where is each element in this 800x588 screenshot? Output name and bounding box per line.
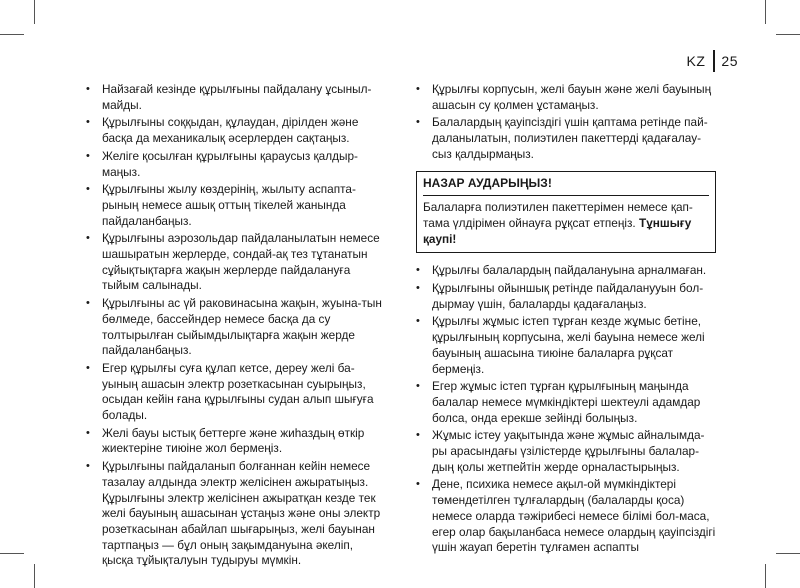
list-item: • Құрылғыны ас үй раковинасына жақын, жуына-тын бөлмеде, бассейндер немесе басқа да су толтырылған сыйымдылықтарға жақын жерде пайдаланбаңыз. bbox=[86, 296, 384, 359]
left-column bbox=[86, 82, 384, 571]
crop-mark bbox=[34, 564, 35, 588]
right-column bbox=[416, 82, 716, 558]
list-item: • Құрылғыны ойыншық ретінде пайдаланууын бол-дырмау үшін, балаларды қадағалаңыз. bbox=[416, 281, 716, 312]
list-item: • Найзағай кезінде құрылғыны пайдалану ұсыныл-майды. bbox=[86, 82, 384, 113]
list-item: • Егер құрылғы суға құлап кетсе, дереу желі ба-уының ашасын электр розеткасынан суырыңыз, осыдан кейін ғана құрылғыны судан алып шығуға болады. bbox=[86, 361, 384, 424]
list-item: • Құрылғыны аэрозольдар пайдаланылатын немесе шашыратын жерлерде, сондай-ақ тез тұтанатын сұйықтықтарға жақын жерлерде пайдалануға тыйым салынады. bbox=[86, 231, 384, 294]
list-item: • Балалардың қауіпсіздігі үшін қаптама ретінде пай-даланылатын, полиэтилен пакеттерді қадағалау-сыз қалдырмаңыз. bbox=[416, 115, 716, 162]
safety-list-right-top bbox=[416, 82, 716, 163]
warning-box bbox=[416, 171, 716, 254]
list-item: • Құрылғыны пайдаланып болғаннан кейін немесе тазалау алдында электр желісінен ажыратыңыз. Құрылғыны электр желісінен ажыратқан кезде тек желі бауының ашасынан ұстаңыз және оны электр розеткасынан абайлап шығарыңыз, желі бауынан тартпаңыз — бұл оның зақымдануына әкеліп, қысқа тұйықталуын тудыруы мүмкін. bbox=[86, 459, 384, 569]
list-item: • Құрылғы балалардың пайдалануына арналмаған. bbox=[416, 263, 716, 279]
warning-text: Балаларға полиэтилен пакеттерімен немесе қап-тама үлдірімен ойнауға рұқсат етпеңіз. bbox=[423, 200, 693, 230]
list-item: • Құрылғы корпусын, желі бауын және желі бауының ашасын су қолмен ұстамаңыз. bbox=[416, 82, 716, 113]
crop-mark bbox=[765, 564, 766, 588]
crop-mark bbox=[776, 553, 800, 554]
list-item: • Құрылғы жұмыс істеп тұрған кезде жұмыс бетіне, құрылғының корпусына, желі бауына немесе желі бауының ашасына тиюіне балаларға рұқсат бермеңіз. bbox=[416, 314, 716, 377]
crop-mark bbox=[34, 0, 35, 24]
list-item: • Жұмыс істеу уақытында және жұмыс айналымда-ры арасындағы үзілістерде құрылғыны балалар-дың қолы жетпейтін жерде орналастырыңыз. bbox=[416, 428, 716, 475]
list-item: • Желіге қосылған құрылғыны қараусыз қалдыр-маңыз. bbox=[86, 149, 384, 180]
list-item: • Егер жұмыс істеп тұрған құрылғының маңында балалар немесе мүмкіндіктері шектеулі адамдар болса, онда ерекше зейінді болыңыз. bbox=[416, 379, 716, 426]
safety-list-left bbox=[86, 82, 384, 569]
crop-mark bbox=[776, 34, 800, 35]
page-header bbox=[687, 50, 738, 72]
crop-mark bbox=[0, 553, 24, 554]
safety-list-right-bottom bbox=[416, 263, 716, 556]
crop-mark bbox=[765, 0, 766, 24]
warning-body bbox=[423, 195, 709, 247]
language-code: KZ bbox=[686, 53, 706, 69]
warning-title: НАЗАР АУДАРЫҢЫЗ! bbox=[423, 175, 552, 190]
list-item: • Дене, психика немесе ақыл-ой мүмкіндіктері төмендетілген тұлғалардың (балаларды қоса) немесе оларда тәжірибесі немесе білімі бол-маса, егер олар бақыланбаса немесе олардың қауіпсіздігі үшін жауап беретін тұлғамен аспапты bbox=[416, 477, 716, 556]
list-item: • Желі бауы ыстық беттерге және жиһаздың өткір жиектеріне тиюіне жол бермеңіз. bbox=[86, 426, 384, 457]
list-item: • Құрылғыны соққыдан, құлаудан, дірілден және басқа да механикалық әсерлерден сақтаңыз. bbox=[86, 115, 384, 146]
list-item: • Құрылғыны жылу көздерінің, жылыту аспапта-рының немесе ашық оттың тікелей жанында пайдаланбаңыз. bbox=[86, 182, 384, 229]
page-number: 25 bbox=[721, 53, 738, 69]
warning-emphasis: Тұншығу қаупі! bbox=[423, 215, 692, 246]
crop-mark bbox=[0, 34, 24, 35]
